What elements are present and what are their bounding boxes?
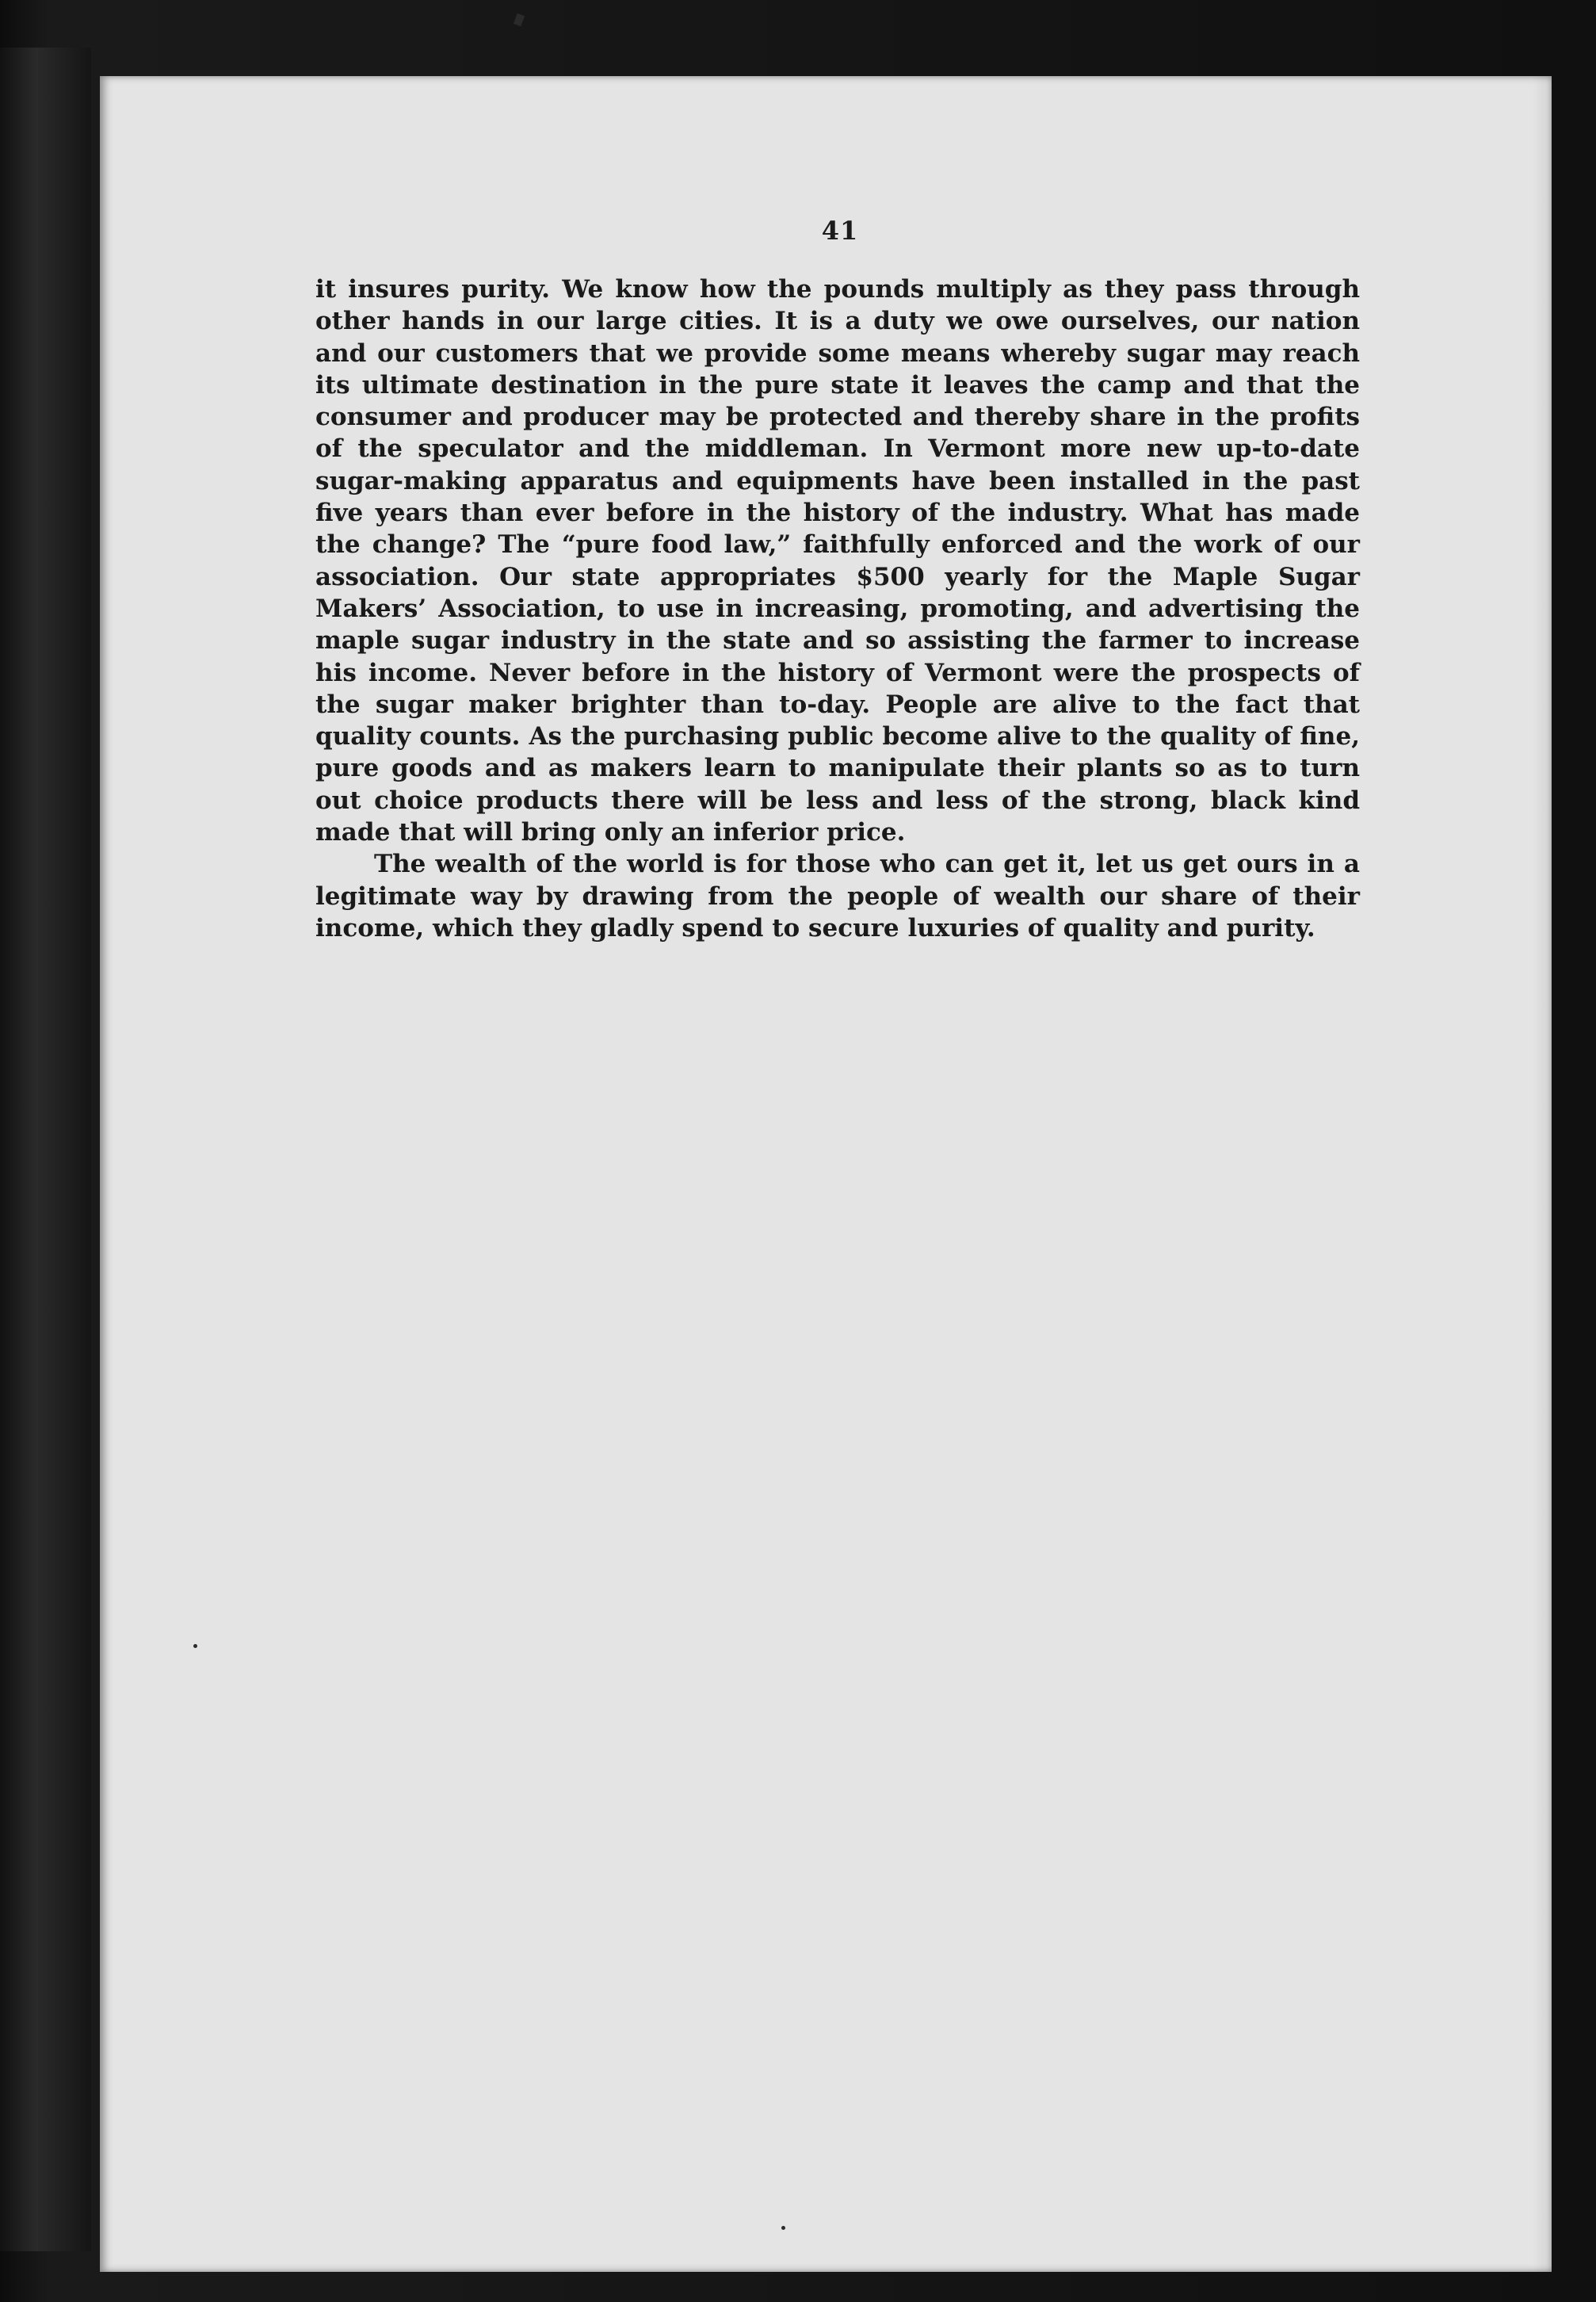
book-spine-edge: [0, 48, 91, 2251]
page-speck: [193, 1644, 197, 1648]
body-text: [315, 273, 1360, 944]
paragraph: it insures purity. We know how the pounds multiply as they pass through other hands in our large cities. It is a duty we owe ourselves, our nation and our customers that we provide some means whereby sugar may reach its ultimate destination in the pure state it leaves the camp and that the consumer and producer may be protected and thereby share in the profits of the speculator and the middleman. In Vermont more new up-to-date sugar-making apparatus and equipments have been installed in the past five years than ever before in the history of the industry. What has made the change? The “pure food law,” faithfully enforced and the work of our association. Our state appropriates $500 yearly for the Maple Sugar Makers’ Association, to use in increasing, promoting, and advertising the maple sugar industry in the state and so assisting the farmer to increase his income. Never before in the history of Vermont were the prospects of the sugar maker brighter than to-day. People are alive to the fact that quality counts. As the purchasing public become alive to the quality of fine, pure goods and as makers learn to manipulate their plants so as to turn out choice products there will be less and less of the strong, black kind made that will bring only an inferior price.: [315, 275, 1360, 847]
paragraph: The wealth of the world is for those who can get it, let us get ours in a legitimate way by drawing from the people of wealth our share of their income, which they gladly spend to secure luxuries of quality and purity.: [315, 850, 1360, 943]
page-edge-shade: [1533, 76, 1552, 2272]
page-speck: [781, 2226, 785, 2230]
page-number: 41: [821, 216, 859, 246]
